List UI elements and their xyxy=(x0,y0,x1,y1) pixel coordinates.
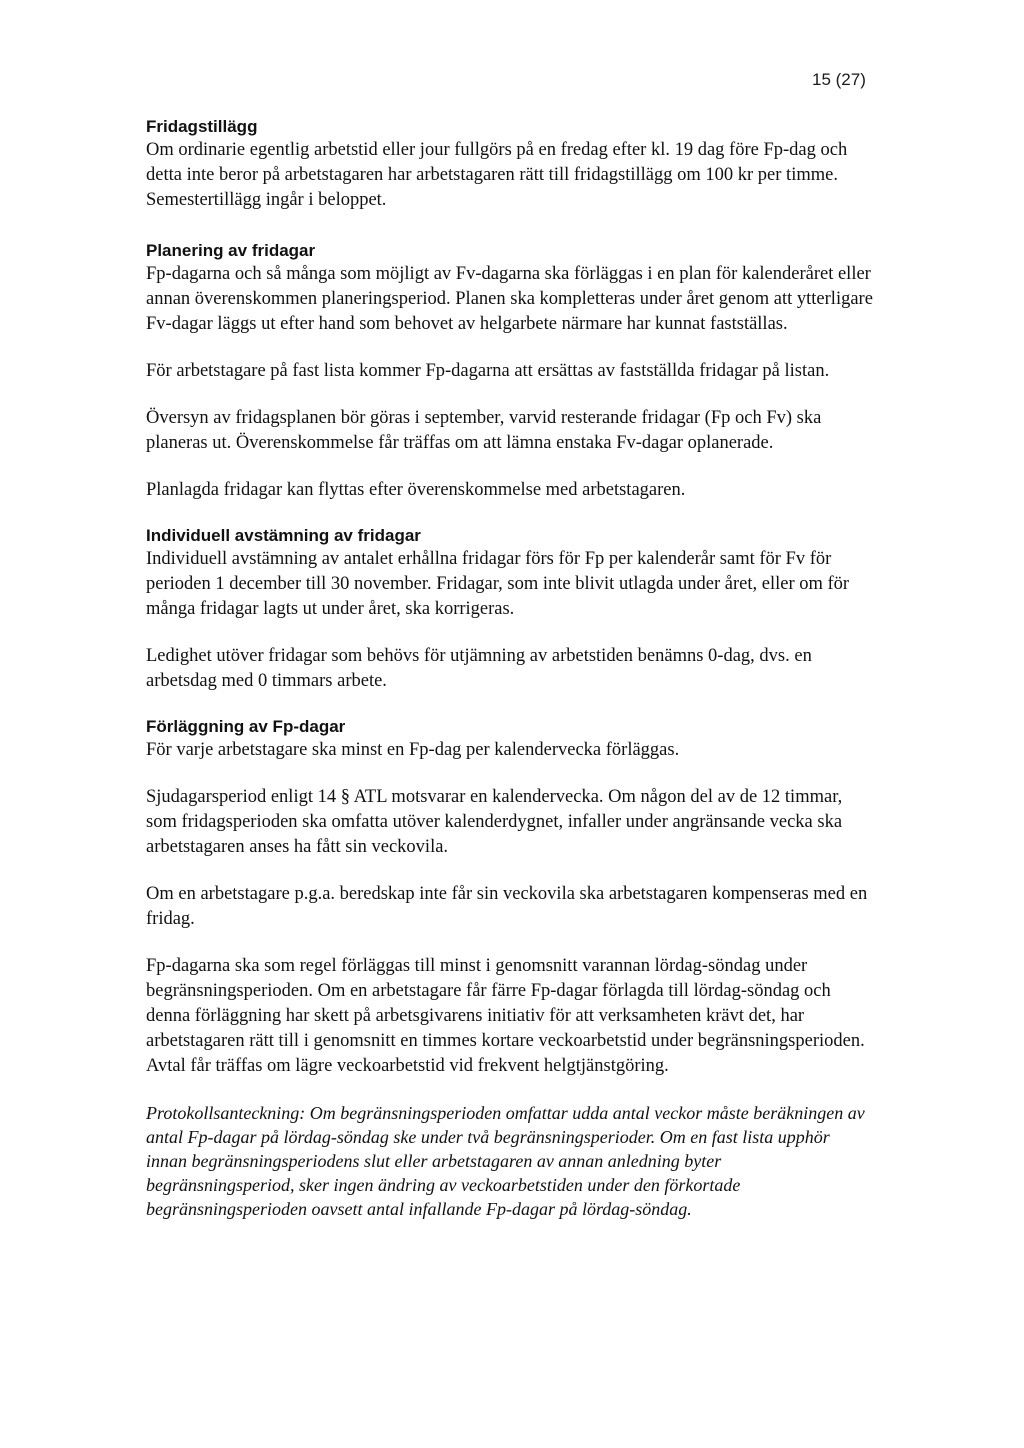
paragraph: Fp-dagarna ska som regel förläggas till minst i genomsnitt varannan lördag-söndag under begränsningsperioden. Om en arbetstagare får färre Fp-dagar förlagda till lördag-söndag och denna förläggning har skett på arbetsgivarens initiativ för att verksamheten krävt det, har arbetstagaren rätt till i genomsnitt en timmes kortare veckoarbetstid under begränsningsperioden. Avtal får träffas om lägre veckoarbetstid vid frekvent helgtjänstgöring. xyxy=(146,956,865,1076)
section-heading-planering: Planering av fridagar xyxy=(146,241,316,260)
page-number: 15 (27) xyxy=(812,70,866,89)
paragraph: För varje arbetstagare ska minst en Fp-dag per kalendervecka förläggas. xyxy=(146,740,680,760)
paragraph: Ledighet utöver fridagar som behövs för utjämning av arbetstiden benämns 0-dag, dvs. en arbetsdag med 0 timmars arbete. xyxy=(146,646,812,691)
document-body xyxy=(146,116,874,1221)
paragraph: Om ordinarie egentlig arbetstid eller jour fullgörs på en fredag efter kl. 19 dag före Fp-dag och detta inte beror på arbetstagaren har arbetstagaren rätt till fridagstillägg om 100 kr per timme. Semestertillägg ingår i beloppet. xyxy=(146,140,848,210)
paragraph: Sjudagarsperiod enligt 14 § ATL motsvarar en kalendervecka. Om någon del av de 12 timmar, som fridagsperioden ska omfatta utöver kalenderdygnet, infaller under angränsande vecka ska arbetstagaren anses ha fått sin veckovila. xyxy=(146,787,843,857)
paragraph: För arbetstagare på fast lista kommer Fp-dagarna att ersättas av fastställda fridagar på listan. xyxy=(146,361,830,381)
paragraph: Om en arbetstagare p.g.a. beredskap inte får sin veckovila ska arbetstagaren kompenseras med en fridag. xyxy=(146,884,868,929)
section-heading-fridagstillagg: Fridagstillägg xyxy=(146,117,258,136)
paragraph: Planlagda fridagar kan flyttas efter överenskommelse med arbetstagaren. xyxy=(146,480,686,500)
section-heading-forlaggning: Förläggning av Fp-dagar xyxy=(146,717,346,736)
paragraph: Fp-dagarna och så många som möjligt av Fv-dagarna ska förläggas i en plan för kalenderåret eller annan överenskommen planeringsperiod. Planen ska kompletteras under året genom att ytterligare Fv-dagar läggs ut efter hand som behovet av helgarbete närmare har kunnat fastställas. xyxy=(146,264,873,334)
section-heading-avstamning: Individuell avstämning av fridagar xyxy=(146,526,421,545)
protocol-note: Protokollsanteckning: Om begränsningsperioden omfattar udda antal veckor måste beräkningen av antal Fp-dagar på lördag-söndag ske under två begränsningsperioder. Om en fast lista upphör innan begränsningsperiodens slut eller arbetstagaren av annan anledning byter begränsningsperiod, sker ingen ändring av veckoarbetstiden under den förkortade begränsningsperioden oavsett antal infallande Fp-dagar på lördag-söndag. xyxy=(146,1103,865,1219)
paragraph: Individuell avstämning av antalet erhållna fridagar förs för Fp per kalenderår samt för Fv för perioden 1 december till 30 november. Fridagar, som inte blivit utlagda under året, eller om för många fridagar lagts ut under året, ska korrigeras. xyxy=(146,549,850,619)
paragraph: Översyn av fridagsplanen bör göras i september, varvid resterande fridagar (Fp och Fv) ska planeras ut. Överenskommelse får träffas om att lämna enstaka Fv-dagar oplanerade. xyxy=(146,408,822,453)
